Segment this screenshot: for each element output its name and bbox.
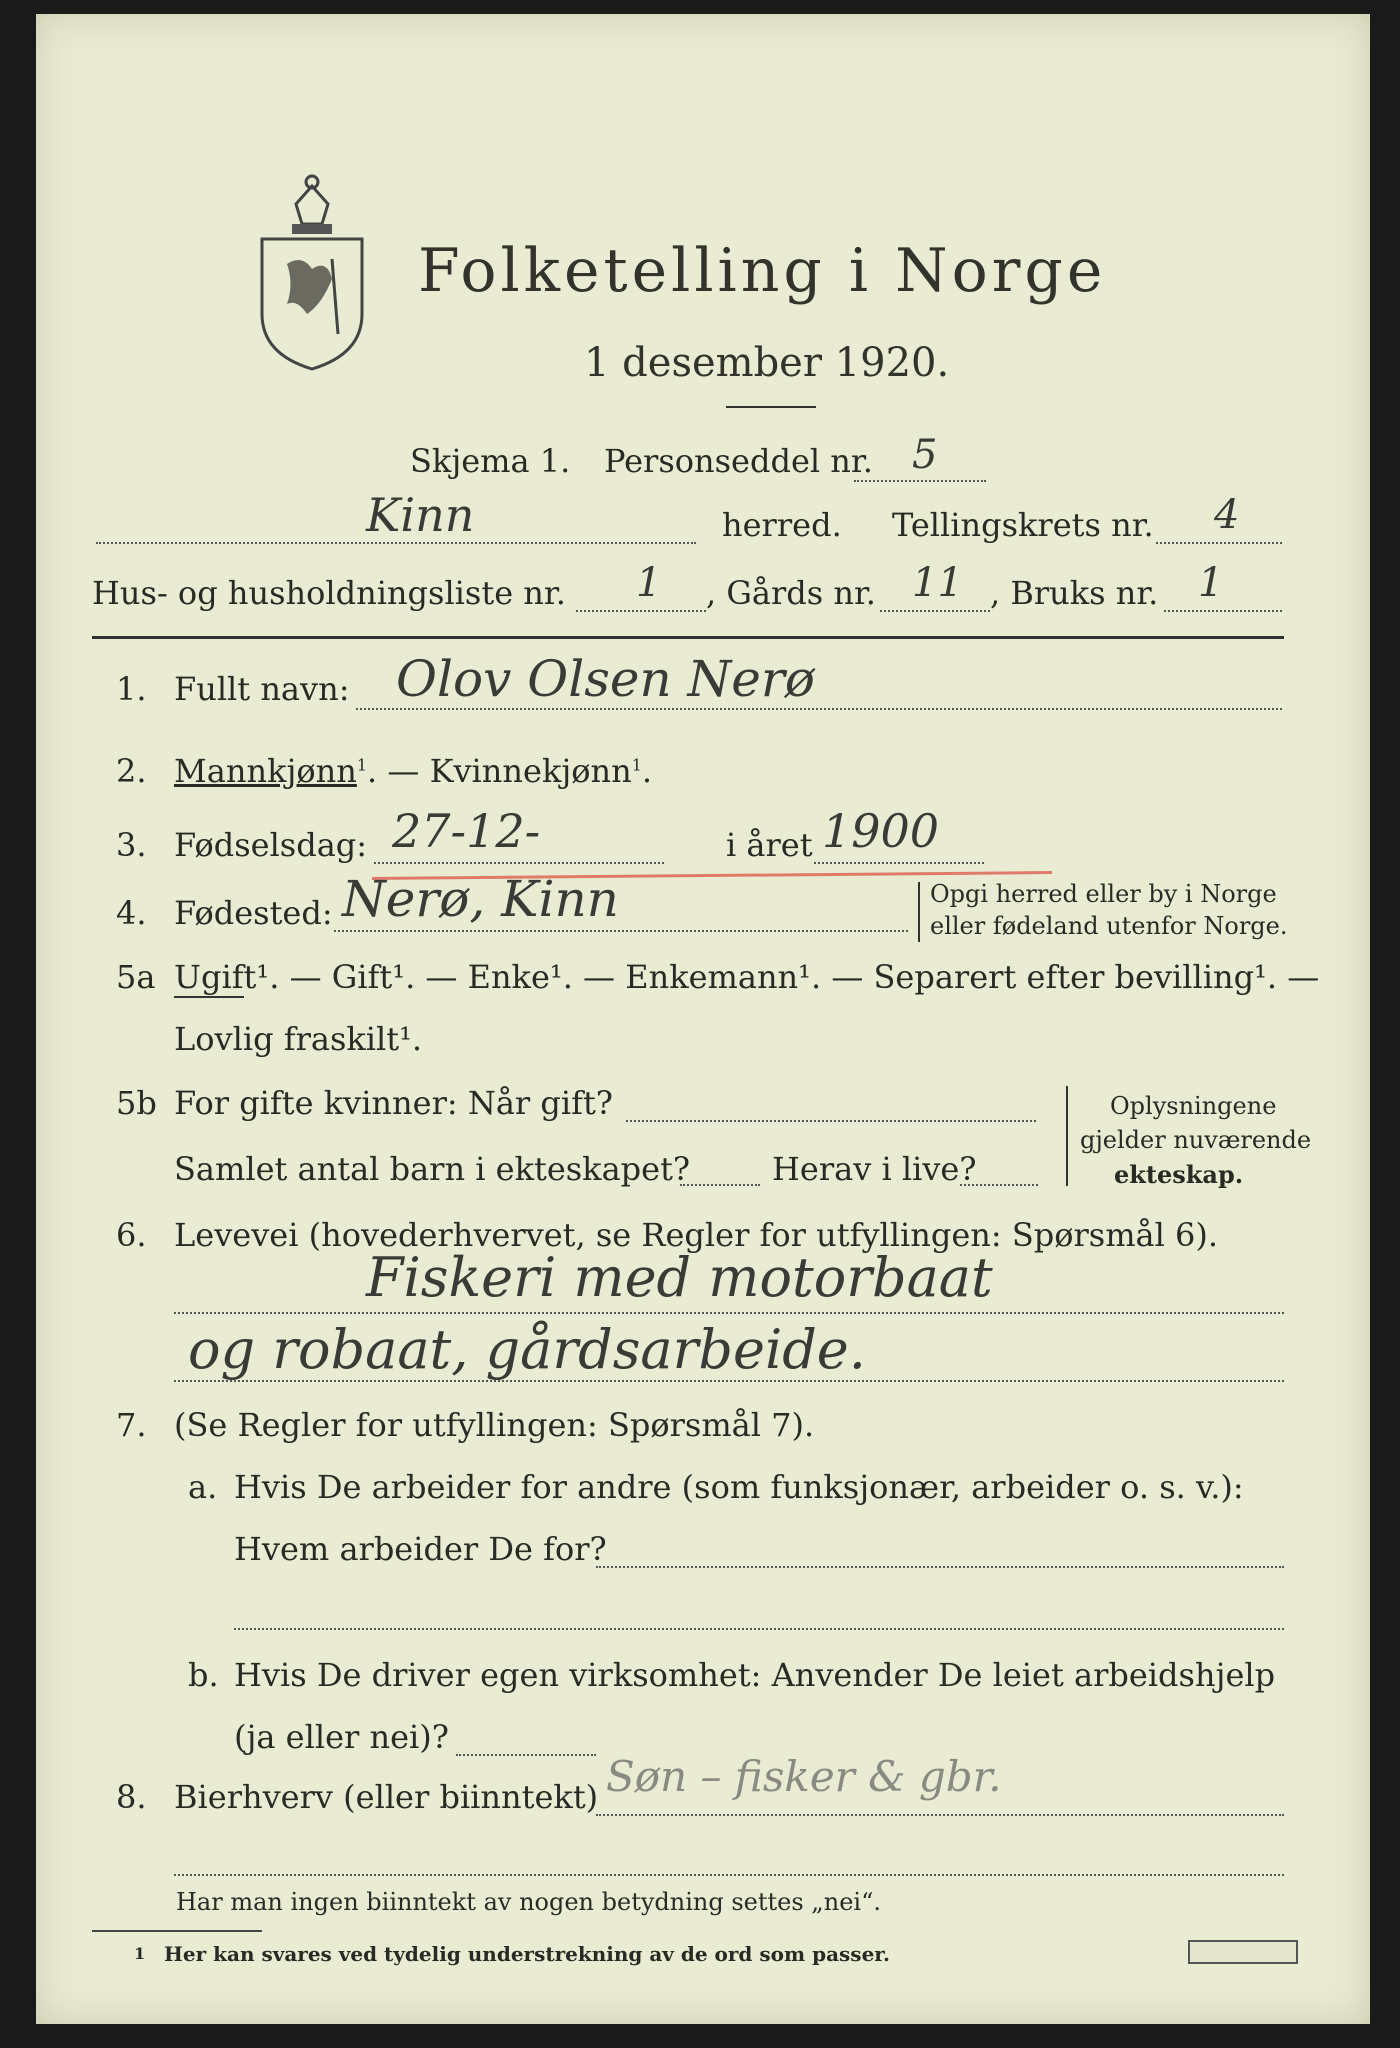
birthdate-value: 27-12- bbox=[392, 804, 541, 858]
sex-separator: . — bbox=[367, 752, 430, 790]
full-name-value: Olov Olsen Nerø bbox=[396, 650, 815, 708]
q8-dotline-2 bbox=[174, 1874, 1284, 1876]
gards-dotline bbox=[880, 610, 990, 612]
brace bbox=[918, 882, 920, 942]
footnote-ref: 1 bbox=[356, 755, 368, 775]
birthplace-value: Nerø, Kinn bbox=[342, 870, 619, 928]
bruks-value: 1 bbox=[1198, 560, 1224, 606]
q8-number: 8. bbox=[116, 1778, 147, 1816]
q4-number: 4. bbox=[116, 894, 147, 932]
ugift-underline bbox=[174, 996, 244, 998]
q5b-note-1: Oplysningene bbox=[1110, 1092, 1277, 1120]
bruks-label: , Bruks nr. bbox=[990, 574, 1159, 612]
bruks-dotline bbox=[1164, 610, 1282, 612]
q5b-note-3: ekteskap. bbox=[1114, 1160, 1244, 1189]
q3-dotline bbox=[374, 862, 664, 864]
nei-note: Har man ingen biinntekt av nogen betydning settes „nei“. bbox=[176, 1888, 881, 1916]
q7a-dotline-1 bbox=[596, 1566, 1284, 1568]
marital-status-options: Ugift¹. — Gift¹. — Enke¹. — Enkemann¹. — Separert efter bevilling¹. — bbox=[174, 958, 1320, 996]
schema-label: Skjema 1. bbox=[410, 442, 571, 480]
q1-dotline bbox=[356, 708, 1282, 710]
q5b-line-1: For gifte kvinner: Når gift? bbox=[174, 1084, 613, 1122]
tellingskrets-value: 4 bbox=[1214, 492, 1240, 538]
sex-options bbox=[174, 752, 652, 790]
census-date: 1 desember 1920. bbox=[584, 340, 950, 386]
marital-status-options-cont: Lovlig fraskilt¹. bbox=[174, 1020, 423, 1058]
tellingskrets-dotline bbox=[1156, 542, 1282, 544]
q7a-dotline-2 bbox=[234, 1628, 1284, 1630]
q5b-number: 5b bbox=[116, 1084, 157, 1122]
title-divider bbox=[726, 406, 816, 408]
q5b-line-2b: Herav i live? bbox=[772, 1150, 977, 1188]
page-title: Folketelling i Norge bbox=[418, 236, 1107, 306]
year-dotline bbox=[814, 862, 984, 864]
q7a-line-2: Hvem arbeider De for? bbox=[234, 1530, 607, 1568]
q6-label: Levevei (hovederhvervet, se Regler for utfyllingen: Spørsmål 6). bbox=[174, 1216, 1219, 1254]
q5b-dotline-2 bbox=[680, 1184, 760, 1186]
personseddel-label: Personseddel nr. bbox=[604, 442, 873, 480]
q4-dotline bbox=[334, 930, 908, 932]
footnote-mark: 1 bbox=[134, 1944, 146, 1963]
gards-value: 11 bbox=[912, 560, 963, 606]
occupation-value-2: og robaat, gårdsarbeide. bbox=[188, 1318, 866, 1381]
sex-option-female: Kvinnekjønn bbox=[429, 752, 632, 790]
q3-label: Fødselsdag: bbox=[174, 826, 368, 864]
q8-label: Bierhverv (eller biinntekt) bbox=[174, 1778, 599, 1816]
birthplace-note-1: Opgi herred eller by i Norge bbox=[930, 880, 1277, 908]
gards-label: , Gårds nr. bbox=[706, 574, 876, 612]
q4-label: Fødested: bbox=[174, 894, 333, 932]
coat-of-arms-icon bbox=[252, 164, 372, 374]
year-label: i året bbox=[726, 826, 813, 864]
q6-number: 6. bbox=[116, 1216, 147, 1254]
q5b-dotline-3 bbox=[960, 1184, 1038, 1186]
q5b-note-2: gjelder nuværende bbox=[1080, 1126, 1312, 1154]
q8-dotline-1 bbox=[596, 1814, 1284, 1816]
household-list-label: Hus- og husholdningsliste nr. bbox=[92, 574, 566, 612]
tellingskrets-label: Tellingskrets nr. bbox=[892, 506, 1154, 544]
household-list-value: 1 bbox=[636, 560, 662, 606]
brace bbox=[1066, 1086, 1068, 1186]
personseddel-value: 5 bbox=[912, 432, 938, 478]
q7b-number: b. bbox=[188, 1656, 219, 1694]
q5a-number: 5a bbox=[116, 958, 156, 996]
herred-value: Kinn bbox=[366, 488, 475, 542]
q5b-dotline-1 bbox=[626, 1120, 1036, 1122]
footnote-text: Her kan svares ved tydelig understrekning av de ord som passer. bbox=[164, 1942, 890, 1966]
herred-dotline bbox=[96, 542, 696, 544]
birthplace-note-2: eller fødeland utenfor Norge. bbox=[930, 912, 1288, 940]
side-income-value: Søn – fisker & gbr. bbox=[606, 1752, 1002, 1801]
q7b-dotline bbox=[456, 1754, 596, 1756]
household-list-dotline bbox=[576, 610, 706, 612]
sex-end: . bbox=[641, 752, 653, 790]
census-form bbox=[36, 14, 1370, 2024]
q1-number: 1. bbox=[116, 670, 147, 708]
q6-dotline-1 bbox=[174, 1312, 1284, 1314]
q7-label: (Se Regler for utfyllingen: Spørsmål 7). bbox=[174, 1406, 815, 1444]
herred-label: herred. bbox=[722, 506, 842, 544]
q7-number: 7. bbox=[116, 1406, 147, 1444]
printer-stamp bbox=[1188, 1940, 1298, 1964]
personseddel-dotline bbox=[854, 480, 986, 482]
birth-year-value: 1900 bbox=[822, 804, 940, 858]
q3-number: 3. bbox=[116, 826, 147, 864]
footnote-rule bbox=[92, 1930, 262, 1932]
q7a-number: a. bbox=[188, 1468, 218, 1506]
q7a-line-1: Hvis De arbeider for andre (som funksjonær, arbeider o. s. v.): bbox=[234, 1468, 1244, 1506]
q2-number: 2. bbox=[116, 752, 147, 790]
q1-label: Fullt navn: bbox=[174, 670, 350, 708]
q7b-line-1: Hvis De driver egen virksomhet: Anvender De leiet arbeidshjelp bbox=[234, 1656, 1276, 1694]
q5b-line-2a: Samlet antal barn i ekteskapet? bbox=[174, 1150, 691, 1188]
occupation-value-1: Fiskeri med motorbaat bbox=[366, 1246, 993, 1309]
footnote-ref: 1 bbox=[631, 755, 642, 775]
header-rule bbox=[92, 636, 1284, 639]
sex-option-male: Mannkjønn bbox=[174, 752, 357, 790]
q7b-line-2: (ja eller nei)? bbox=[234, 1718, 449, 1756]
